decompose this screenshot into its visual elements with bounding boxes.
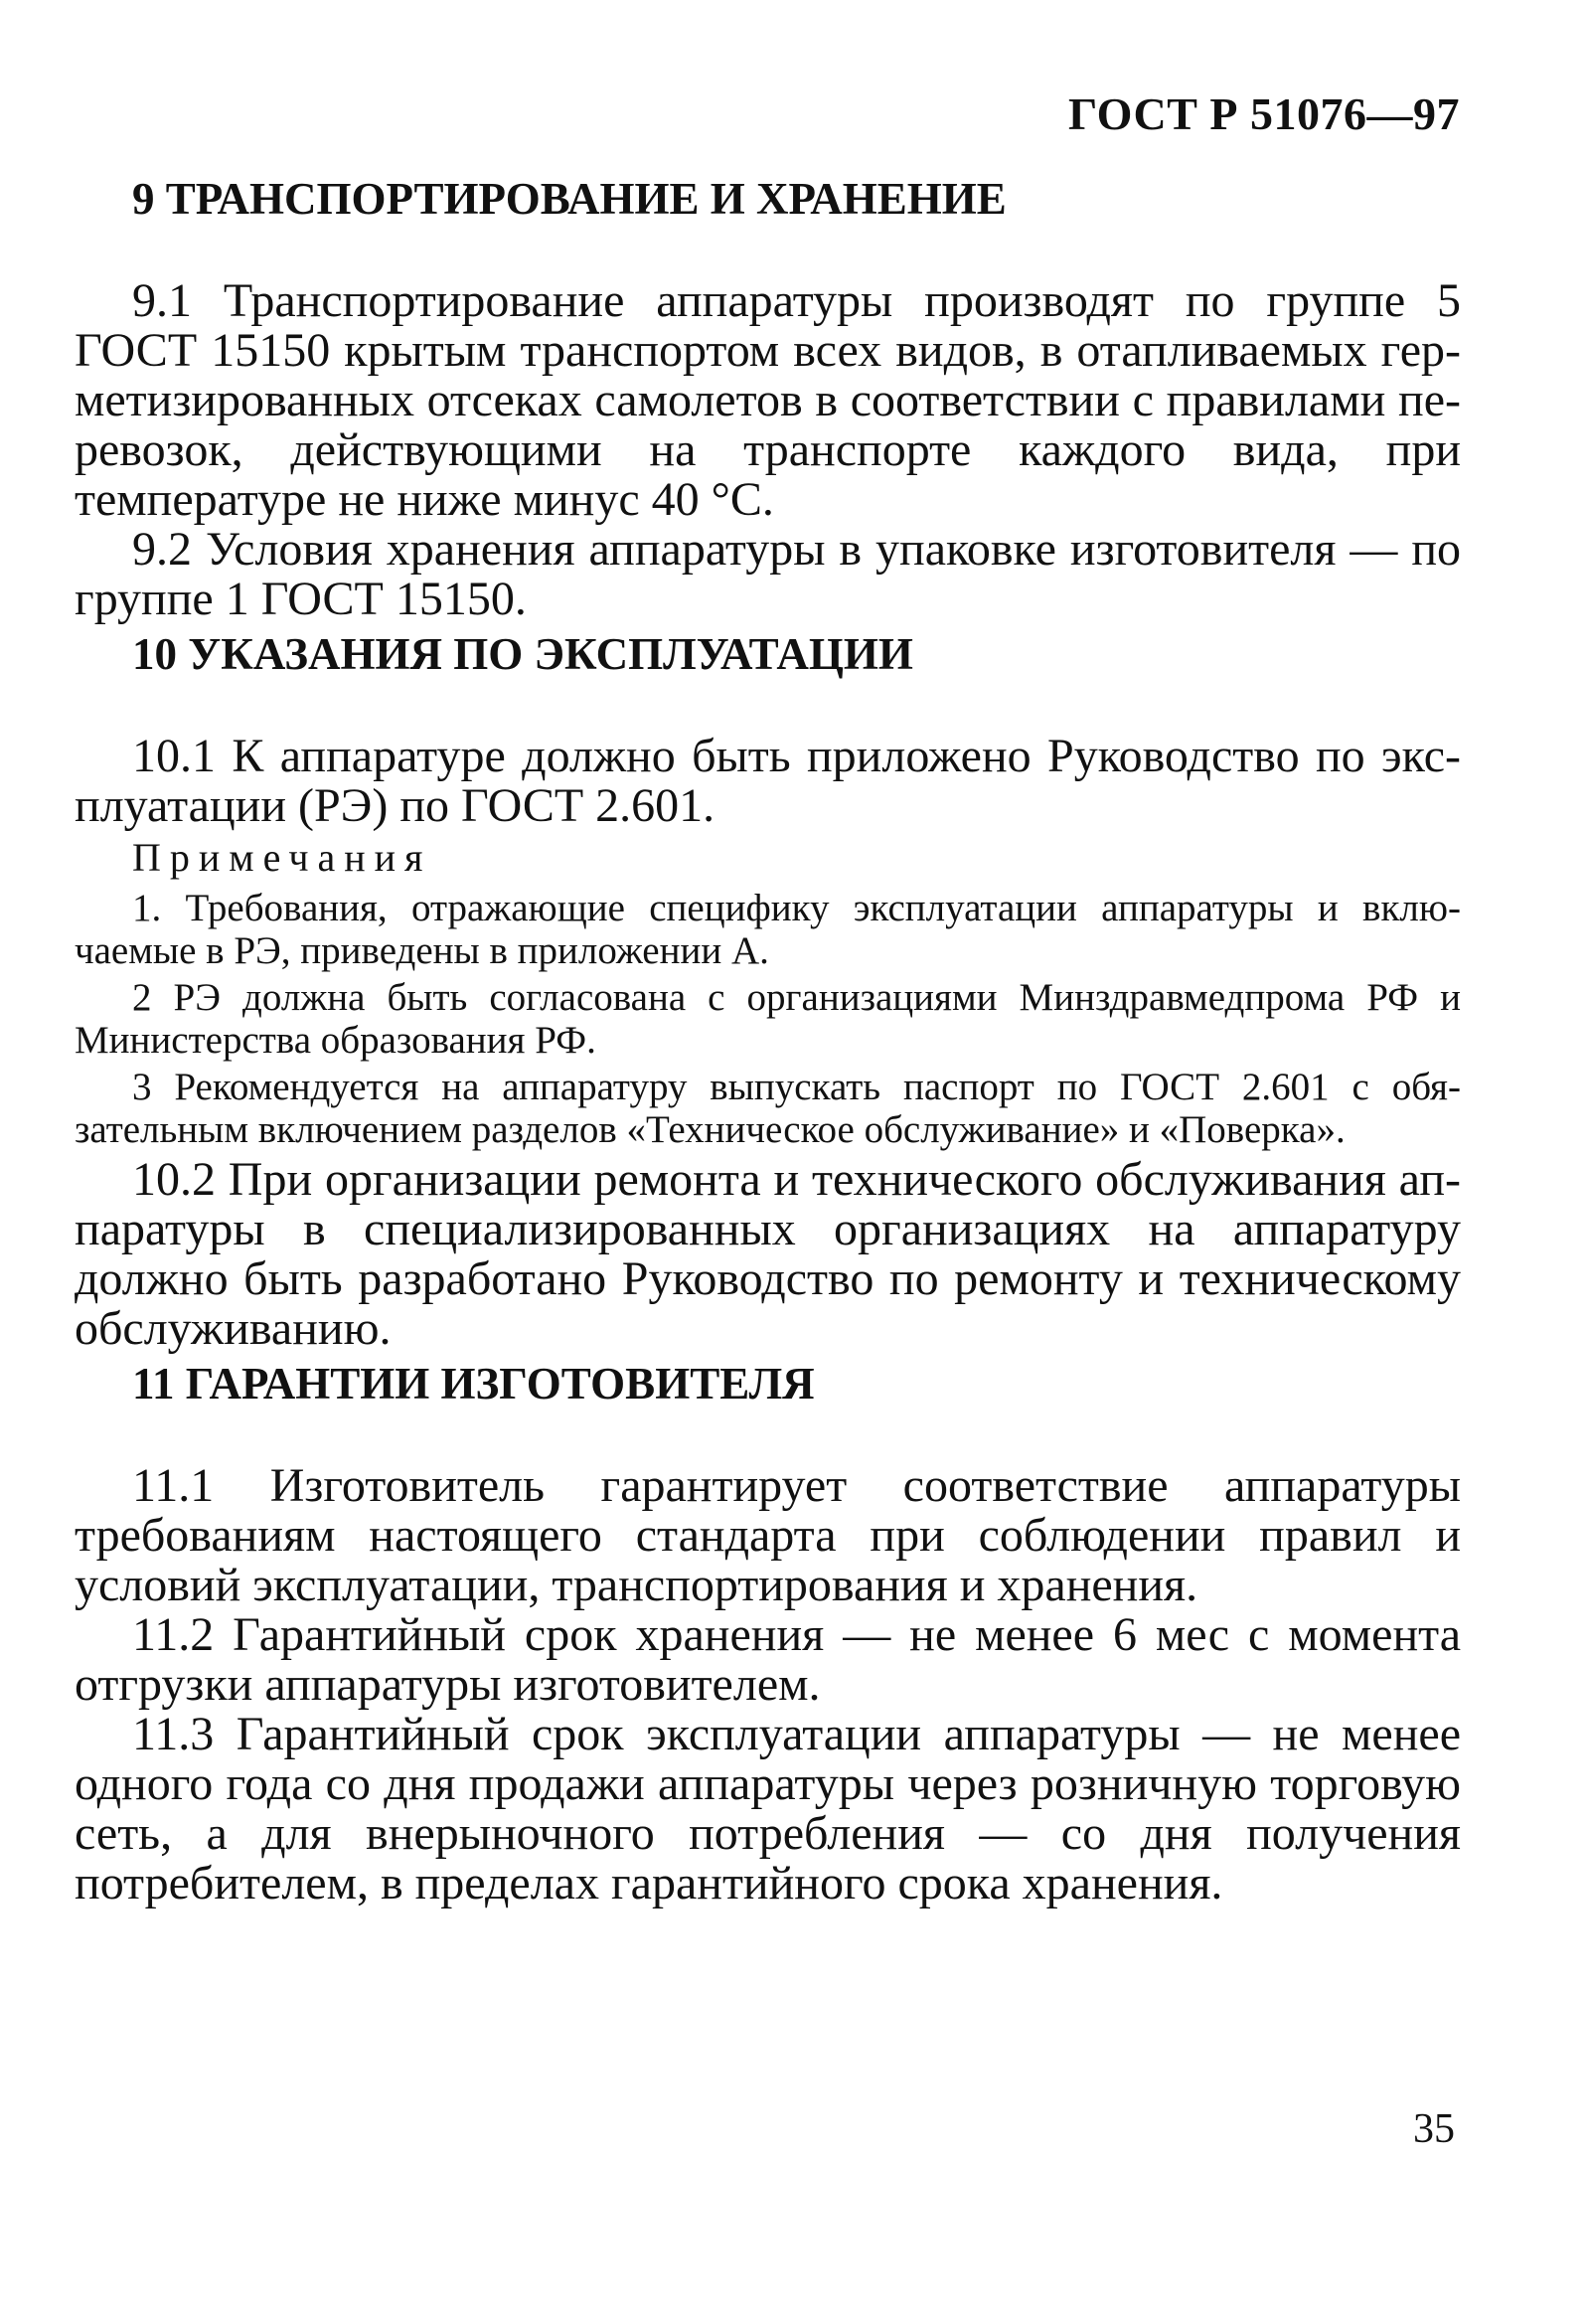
section-9-title: 9 ТРАНСПОРТИРОВАНИЕ И ХРАНЕНИЕ: [132, 174, 1007, 224]
paragraph-10-2: 10.2 При организации ремонта и технического обслуживания аппаратуры в специализированных организациях на аппаратуру должно быть разработано Руководство по ремонту и техническому обслуживанию.: [75, 1153, 1461, 1355]
paragraph-9-1: 9.1 Транспортирование аппаратуры производят по группе 5 ГОСТ 15150 крытым транспортом всех видов, в отапливаемых герметизированных отсеках самолетов в соответствии с правилами перевозок, действующими на транспорте каждого вида, при температуре не ниже минус 40 °С.: [75, 274, 1461, 526]
notes-heading: Примечания: [132, 835, 432, 880]
paragraph-11-1: 11.1 Изготовитель гарантирует соответствие аппаратуры требованиям настоящего стандарта при соблюдении правил и условий эксплуатации, транспортирования и хранения.: [75, 1459, 1461, 1611]
section-11-title: 11 ГАРАНТИИ ИЗГОТОВИТЕЛЯ: [132, 1359, 815, 1409]
paragraph-9-2: 9.2 Условия хранения аппаратуры в упаковке изготовителя — по группе 1 ГОСТ 15150.: [75, 523, 1461, 625]
document-code-header: ГОСТ Р 51076—97: [1068, 88, 1460, 139]
section-10-title: 10 УКАЗАНИЯ ПО ЭКСПЛУАТАЦИИ: [132, 629, 913, 679]
paragraph-11-2: 11.2 Гарантийный срок хранения — не менее 6 мес с момента отгрузки аппаратуры изготовителем.: [75, 1608, 1461, 1711]
page-number: 35: [1413, 2106, 1455, 2152]
note-1: 1. Требования, отражающие специфику эксплуатации аппаратуры и включаемые в РЭ, приведены в приложении А.: [75, 887, 1461, 972]
section-10-body: [75, 732, 1461, 1354]
section-9-body: [75, 276, 1461, 624]
section-11-body: [75, 1461, 1461, 1909]
note-3: 3 Рекомендуется на аппаратуру выпускать паспорт по ГОСТ 2.601 с обязательным включением разделов «Техническое обслуживание» и «Поверка».: [75, 1066, 1461, 1151]
paragraph-11-3: 11.3 Гарантийный срок эксплуатации аппаратуры — не менее одного года со дня продажи аппаратуры через розничную торговую сеть, а для внерыночного потребления — со дня получения потребителем, в пределах гарантийного срока хранения.: [75, 1708, 1461, 1909]
note-2: 2 РЭ должна быть согласована с организациями Минздравмедпрома РФ и Министерства образования РФ.: [75, 976, 1461, 1062]
paragraph-10-1: 10.1 К аппаратуре должно быть приложено Руководство по эксплуатации (РЭ) по ГОСТ 2.601.: [75, 730, 1461, 832]
page-content: [75, 169, 1461, 1909]
